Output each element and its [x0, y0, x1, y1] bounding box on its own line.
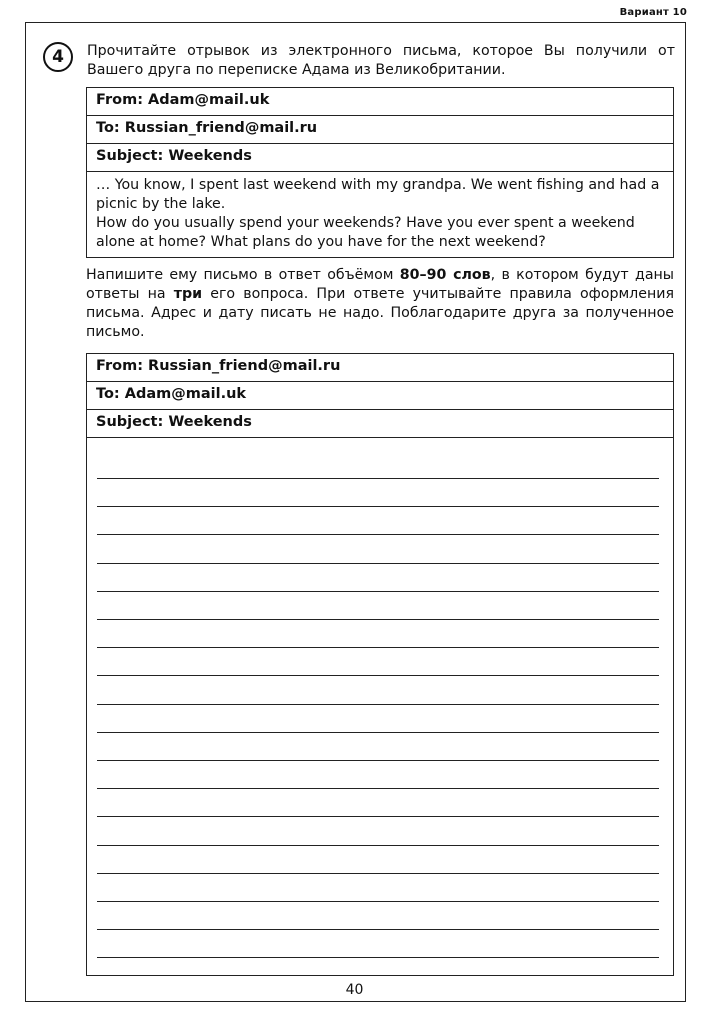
incoming-body-paragraph-2: How do you usually spend your weekends? Have you ever spent a weekend alone at home? What plans do you have for the next weekend? — [96, 215, 635, 250]
incoming-to: To: Russian_friend@mail.ru — [87, 116, 673, 144]
answer-line — [97, 816, 659, 817]
answer-line — [97, 901, 659, 902]
page-number: 40 — [345, 982, 364, 998]
answer-line — [97, 563, 659, 564]
writing-task-text-part3: его вопроса. При ответе учитывайте правила оформления письма. Адрес и дату писать не надо. Поблагодарите друга за полученное письмо. — [86, 286, 674, 340]
incoming-body — [87, 172, 673, 256]
answer-line — [97, 619, 659, 620]
incoming-from: From: Adam@mail.uk — [87, 88, 673, 116]
answer-line — [97, 929, 659, 930]
answer-line — [97, 591, 659, 592]
writing-task-text-part1: Напишите ему письмо в ответ объёмом — [86, 267, 400, 283]
answer-line — [97, 957, 659, 958]
answer-line — [97, 647, 659, 648]
questions-count: три — [173, 286, 203, 302]
answer-line — [97, 732, 659, 733]
answer-line — [97, 506, 659, 507]
answer-line — [97, 675, 659, 676]
incoming-subject: Subject: Weekends — [87, 144, 673, 172]
answer-line — [97, 760, 659, 761]
incoming-email-box — [86, 87, 674, 258]
answer-line — [97, 845, 659, 846]
reply-email-box — [86, 353, 674, 976]
reply-subject: Subject: Weekends — [87, 410, 673, 438]
variant-label: Вариант 10 — [619, 7, 687, 18]
task-number-badge: 4 — [43, 42, 73, 72]
reply-to: To: Adam@mail.uk — [87, 382, 673, 410]
writing-task-text-part2: , в котором будут даны ответы на — [86, 267, 674, 302]
answer-line — [97, 873, 659, 874]
task-instruction: Прочитайте отрывок из электронного письма, которое Вы получили от Вашего друга по переписке Адама из Великобритании. — [87, 43, 675, 78]
writing-task-text — [86, 266, 674, 342]
word-count-requirement: 80–90 слов — [399, 267, 491, 283]
reply-from: From: Russian_friend@mail.ru — [87, 354, 673, 382]
answer-line — [97, 788, 659, 789]
answer-line — [97, 534, 659, 535]
answer-line — [97, 478, 659, 479]
answer-line — [97, 704, 659, 705]
incoming-body-paragraph-1: … You know, I spent last weekend with my grandpa. We went fishing and had a picnic by the lake. — [96, 177, 660, 212]
